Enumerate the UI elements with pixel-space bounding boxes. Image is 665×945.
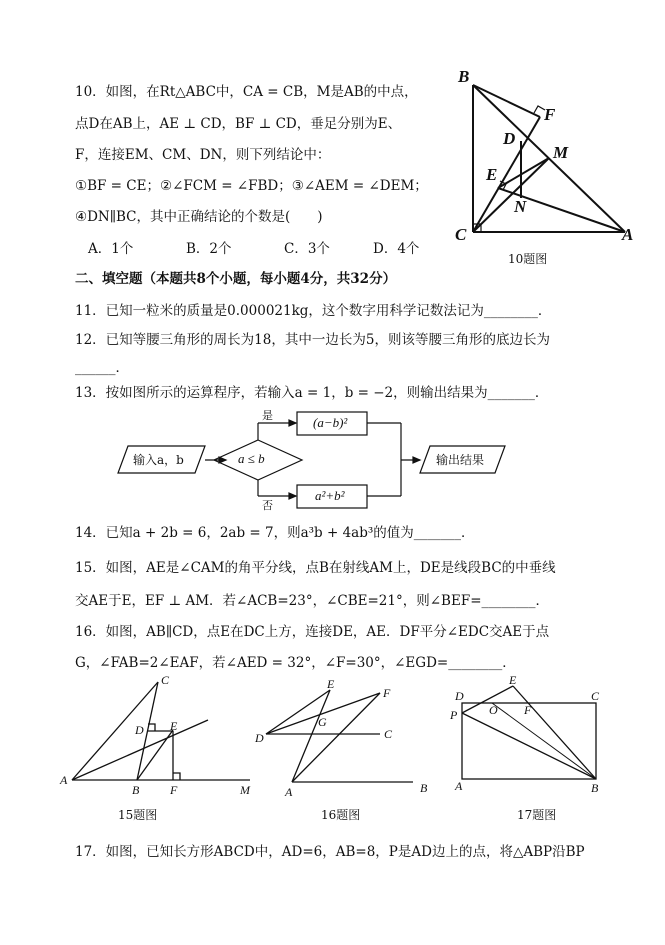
fig10-label-m: M [553,143,569,162]
fig15-label-c: C [161,673,170,687]
fig16-label-e: E [327,677,335,691]
fig17-label-e: E [509,673,517,687]
q10-option-c: C．3个 [284,241,330,257]
fig15-label-f: F [170,783,178,797]
fig10-segment-cm [473,158,549,232]
q10-option-d: D．4个 [373,241,420,257]
fig16-label-f: F [383,686,391,700]
fig10-label-a: A [622,225,634,244]
q10-line3: F，连接EM、CM、DN，则下列结论中： [75,147,331,163]
fig17-label-a: A [455,779,463,793]
q10-option-b: B．2个 [186,241,232,257]
fig15-label-d: D [135,723,144,737]
q10-line4: ①BF = CE；②∠FCM = ∠FBD；③∠AEM = ∠DEM； [75,178,428,194]
fig15-label-e: E [170,719,178,733]
fig16-label-g: G [318,715,327,729]
fig10-label-e: E [486,165,498,184]
fig15-caption: 15题图 [118,808,158,822]
fig16-label-d: D [255,731,264,745]
fig10-caption: 10题图 [508,252,548,266]
flow-no-box-label: a²+b² [315,488,345,503]
q12-line2: ______． [75,360,129,376]
fig10-label-b: B [458,67,470,86]
flow-condition-label: a ≤ b [238,451,265,466]
fig10-right-angle-f [534,106,545,113]
q13-text: 13．按如图所示的运算程序，若输入a = 1，b = −2，则输出结果为_______． [75,385,549,401]
fig10-label-d: D [503,129,516,148]
q11-text: 11．已知一粒米的质量是0.000021kg，这个数字用科学记数法记为________． [75,303,552,319]
fig17-label-o: O [489,703,498,717]
q17-text: 17．如图，已知长方形ABCD中，AD=6，AB=8，P是AD边上的点，将△ABP沿BP [75,844,585,860]
q14-text: 14．已知a + 2b = 6，2ab = 7，则a³b + 4ab³的值为_______． [75,525,475,541]
fig10-segment-ae [498,188,625,232]
fig10-label-n: N [514,197,527,216]
q16-line2: G，∠FAB=2∠EAF，若∠AED = 32°，∠F=30°，∠EGD=________． [75,655,516,671]
fig16-label-a: A [285,785,293,799]
fig10-right-angle-e [500,181,506,190]
fig15-label-m: M [240,783,250,797]
fig10-label-f: F [544,105,556,124]
flow-input-label: 输入a，b [133,453,184,467]
q12-line1: 12．已知等腰三角形的周长为18，其中一边长为5，则该等腰三角形的底边长为 [75,332,550,348]
fig17-label-f: F [524,703,532,717]
fig16-caption: 16题图 [321,808,361,822]
fig16-label-b: B [420,781,428,795]
flow-yes-label: 是 [262,409,273,422]
fig10-label-c: C [455,225,467,244]
q15-line1: 15．如图，AE是∠CAM的角平分线，点B在射线AM上，DE是线段BC的中垂线 [75,560,556,576]
fig10-segment-cf [473,117,540,232]
fig15-label-a: A [60,773,68,787]
fig17-caption: 17题图 [517,808,557,822]
q16-line1: 16．如图，AB∥CD，点E在DC上方，连接DE，AE．DF平分∠EDC交AE于点 [75,624,550,640]
fig17-label-d: D [455,689,464,703]
fig15-label-b: B [132,783,140,797]
q10-line2: 点D在AB上，AE ⊥ CD，BF ⊥ CD，垂足分别为E、 [75,116,402,132]
fig17-label-b: B [591,781,599,795]
fig10-right-angle-c [473,224,481,232]
fig10-segment-ba [473,85,625,232]
q15-line2: 交AE于E，EF ⊥ AM．若∠ACB=23°，∠CBE=21°，则∠BEF=________． [75,593,550,609]
q10-option-a: A．1个 [88,241,134,257]
fig17-label-p: P [450,708,458,722]
flow-yes-box-label: (a−b)² [313,415,348,430]
section-heading: 二、填空题（本题共8个小题，每小题4分，共32分） [75,271,397,287]
q10-line5: ④DN∥BC，其中正确结论的个数是( ) [75,209,323,225]
fig10-segment-bf [473,85,540,117]
q10-line1: 10．如图，在Rt△ABC中，CA = CB，M是AB的中点， [75,84,418,100]
fig10-segment-em [498,158,549,188]
fig17-label-c: C [591,689,600,703]
fig16-label-c: C [384,727,393,741]
flow-output-label: 输出结果 [436,453,485,467]
flow-no-label: 否 [262,499,273,512]
